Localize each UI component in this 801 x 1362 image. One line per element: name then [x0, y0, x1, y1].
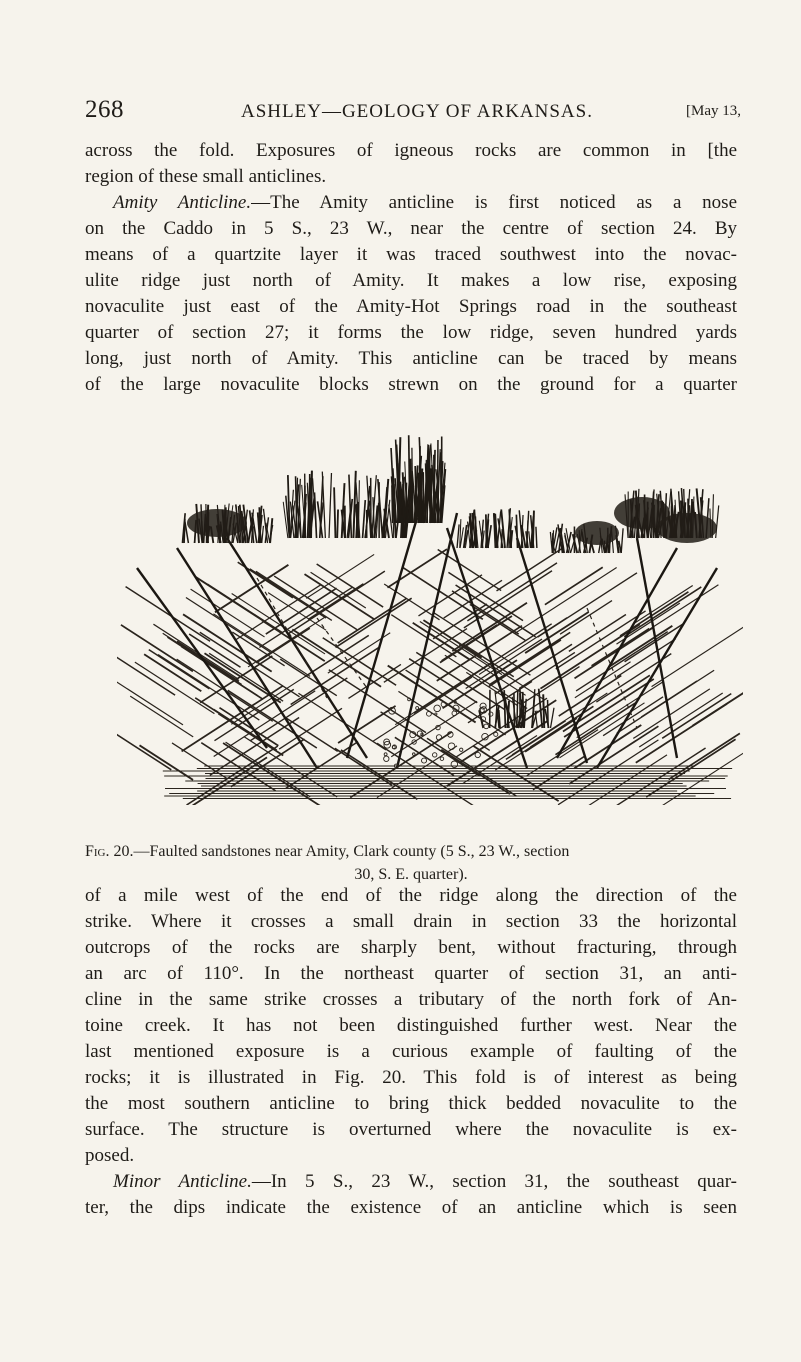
text-line	[85, 935, 737, 961]
vegetation-stroke	[409, 466, 410, 523]
text-line	[85, 1143, 737, 1169]
text-line	[85, 346, 737, 372]
text-line	[85, 1195, 737, 1221]
text-line	[85, 1117, 737, 1143]
text-line	[85, 1091, 737, 1117]
text-line-content: on the Caddo in 5 S., 23 W., near the centre of section 24. By	[85, 218, 737, 239]
text-line	[85, 164, 737, 190]
text-line-content: region of these small anticlines.	[85, 166, 327, 187]
caption-line-2: 30, S. E. quarter).	[354, 866, 468, 883]
section-heading: Minor Anticline.	[113, 1171, 252, 1192]
section-heading: Amity Anticline.	[113, 192, 252, 213]
vegetation-stroke	[536, 527, 537, 548]
text-line-content: quarter of section 27; it forms the low ridge, seven hundred yards	[85, 322, 737, 343]
page-header	[85, 96, 741, 132]
text-line-content: outcrops of the rocks are sharply bent, without fracturing, through	[85, 937, 737, 958]
text-line-content: —In 5 S., 23 W., section 31, the southeast quar-	[251, 1171, 737, 1192]
text-line-content: ulite ridge just north of Amity. It makes a low rise, exposing	[85, 270, 737, 291]
text-line-content: —The Amity anticline is first noticed as a nose	[251, 192, 737, 213]
text-line-content: across the fold. Exposures of igneous rocks are common in [the	[85, 140, 737, 161]
vegetation-stroke	[504, 690, 505, 728]
text-line-content: toine creek. It has not been distinguished further west. Near the	[85, 1015, 737, 1036]
text-line-content: last mentioned exposure is a curious example of faulting of the	[85, 1041, 737, 1062]
vegetation-stroke	[516, 515, 517, 548]
figure-faulted-sandstones	[117, 428, 743, 805]
text-line	[85, 1013, 737, 1039]
vegetation-stroke	[337, 510, 338, 538]
faulted-sandstones-illustration	[117, 428, 743, 805]
text-line-content: the most southern anticline to bring thick bedded novaculite to the	[85, 1093, 737, 1114]
text-line	[85, 216, 737, 242]
text-line-content: surface. The structure is overturned where the novaculite is ex-	[85, 1119, 737, 1140]
vegetation-stroke	[523, 692, 524, 728]
body-text-bottom	[85, 883, 737, 1221]
text-line	[85, 1169, 737, 1195]
text-line-content: cline in the same strike crosses a tributary of the north fork of An-	[85, 989, 737, 1010]
text-line	[85, 1065, 737, 1091]
text-line-content: of the large novaculite blocks strewn on the ground for a quarter	[85, 374, 737, 395]
header-date: [May 13,	[686, 103, 741, 119]
text-line-content: ter, the dips indicate the existence of an anticline which is seen	[85, 1197, 737, 1218]
page-number: 268	[85, 96, 124, 123]
text-line	[85, 190, 737, 216]
figure-caption	[85, 840, 737, 886]
vegetation-stroke	[548, 700, 549, 728]
text-line	[85, 883, 737, 909]
caption-text: —Faulted sandstones near Amity, Clark county (5 S., 23 W., section	[133, 843, 570, 860]
text-line	[85, 909, 737, 935]
caption-line-1	[85, 840, 737, 863]
shrub-clump	[657, 513, 717, 543]
vegetation-stroke	[514, 693, 515, 728]
shrub-clump	[187, 509, 247, 537]
text-line	[85, 987, 737, 1013]
text-line	[85, 320, 737, 346]
text-line-content: an arc of 110°. In the northeast quarter of section 31, an anti-	[85, 963, 737, 984]
vegetation-stroke	[517, 690, 518, 728]
vegetation-stroke	[305, 474, 306, 538]
text-line-content: means of a quartzite layer it was traced southwest into the novac-	[85, 244, 737, 265]
running-title: ASHLEY—GEOLOGY OF ARKANSAS.	[241, 101, 593, 122]
text-line-content: strike. Where it crosses a small drain in section 33 the horizontal	[85, 911, 737, 932]
text-line	[85, 268, 737, 294]
text-line	[85, 138, 737, 164]
text-line-content: posed.	[85, 1145, 135, 1166]
text-line-content: long, just north of Amity. This anticline can be traced by means	[85, 348, 737, 369]
text-line-content: rocks; it is illustrated in Fig. 20. This fold is of interest as being	[85, 1067, 737, 1088]
text-line	[85, 372, 737, 398]
body-text-top	[85, 138, 737, 398]
vegetation-stroke	[501, 529, 502, 548]
text-line	[85, 961, 737, 987]
text-line	[85, 1039, 737, 1065]
vegetation-stroke	[543, 694, 544, 728]
shrub-clump	[575, 521, 619, 545]
text-line-content: novaculite just east of the Amity-Hot Springs road in the southeast	[85, 296, 737, 317]
caption-label: Fig. 20.	[85, 843, 134, 860]
text-line	[85, 294, 737, 320]
text-line-content: of a mile west of the end of the ridge along the direction of the	[85, 885, 737, 906]
text-line	[85, 242, 737, 268]
